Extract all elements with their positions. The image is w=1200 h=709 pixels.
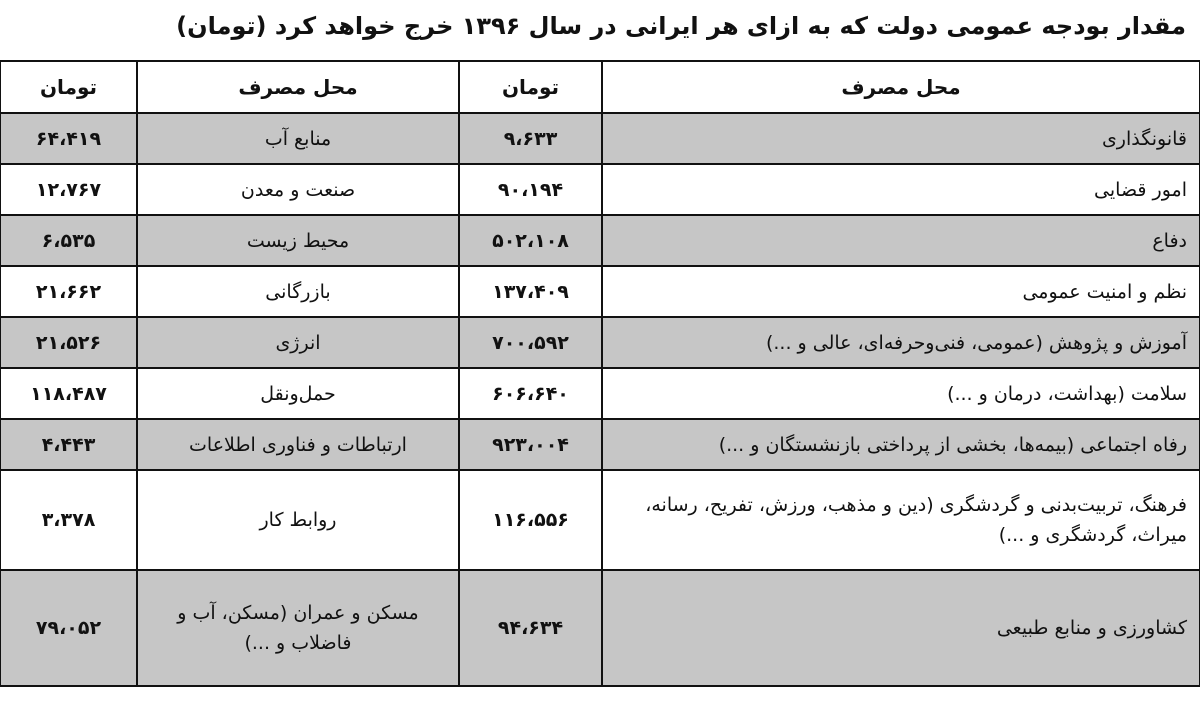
amount-cell: ۶۰۶،۶۴۰ <box>459 368 602 419</box>
place-cell: نظم و امنیت عمومی <box>602 266 1200 317</box>
place-cell: روابط کار <box>137 470 459 570</box>
amount-cell: ۹۲۳،۰۰۴ <box>459 419 602 470</box>
amount-cell: ۷۹،۰۵۲ <box>0 570 137 686</box>
table-row <box>0 470 1200 570</box>
amount-cell: ۲۱،۵۲۶ <box>0 317 137 368</box>
amount-cell: ۲۱،۶۶۲ <box>0 266 137 317</box>
amount-cell: ۱۲،۷۶۷ <box>0 164 137 215</box>
place-cell: منابع آب <box>137 113 459 164</box>
header-place: محل مصرف <box>602 61 1200 113</box>
header-place: محل مصرف <box>137 61 459 113</box>
place-cell: انرژی <box>137 317 459 368</box>
amount-cell: ۹،۶۳۳ <box>459 113 602 164</box>
header-amount: تومان <box>0 61 137 113</box>
page-title: مقدار بودجه عمومی دولت که به ازای هر ایرانی در سال ۱۳۹۶ خرج خواهد کرد (تومان) <box>176 12 1186 40</box>
place-cell: صنعت و معدن <box>137 164 459 215</box>
table-row <box>0 266 1200 317</box>
amount-cell: ۱۱۶،۵۵۶ <box>459 470 602 570</box>
table-row <box>0 570 1200 686</box>
amount-cell: ۵۰۲،۱۰۸ <box>459 215 602 266</box>
amount-cell: ۹۴،۶۳۴ <box>459 570 602 686</box>
budget-table <box>0 60 1200 687</box>
amount-cell: ۷۰۰،۵۹۲ <box>459 317 602 368</box>
place-cell: دفاع <box>602 215 1200 266</box>
table-row <box>0 215 1200 266</box>
table-row <box>0 368 1200 419</box>
place-cell: فرهنگ، تربیت‌بدنی و گردشگری (دین و مذهب، ورزش، تفریح، رسانه، میراث، گردشگری و ...) <box>602 470 1200 570</box>
amount-cell: ۶۴،۴۱۹ <box>0 113 137 164</box>
amount-cell: ۱۱۸،۴۸۷ <box>0 368 137 419</box>
place-cell: محیط زیست <box>137 215 459 266</box>
table-row <box>0 113 1200 164</box>
table-header-row <box>0 61 1200 113</box>
amount-cell: ۹۰،۱۹۴ <box>459 164 602 215</box>
place-cell: ارتباطات و فناوری اطلاعات <box>137 419 459 470</box>
amount-cell: ۳،۳۷۸ <box>0 470 137 570</box>
amount-cell: ۴،۴۴۳ <box>0 419 137 470</box>
amount-cell: ۶،۵۳۵ <box>0 215 137 266</box>
place-cell: امور قضایی <box>602 164 1200 215</box>
table-row <box>0 419 1200 470</box>
place-cell: قانونگذاری <box>602 113 1200 164</box>
table-row <box>0 164 1200 215</box>
place-cell: بازرگانی <box>137 266 459 317</box>
place-cell: رفاه اجتماعی (بیمه‌ها، بخشی از پرداختی بازنشستگان و ...) <box>602 419 1200 470</box>
header-amount: تومان <box>459 61 602 113</box>
place-cell: آموزش و پژوهش (عمومی، فنی‌وحرفه‌ای، عالی و ...) <box>602 317 1200 368</box>
place-cell: مسکن و عمران (مسکن، آب و فاضلاب و ...) <box>137 570 459 686</box>
amount-cell: ۱۳۷،۴۰۹ <box>459 266 602 317</box>
table-row <box>0 317 1200 368</box>
place-cell: حمل‌ونقل <box>137 368 459 419</box>
place-cell: سلامت (بهداشت، درمان و ...) <box>602 368 1200 419</box>
place-cell: کشاورزی و منابع طبیعی <box>602 570 1200 686</box>
